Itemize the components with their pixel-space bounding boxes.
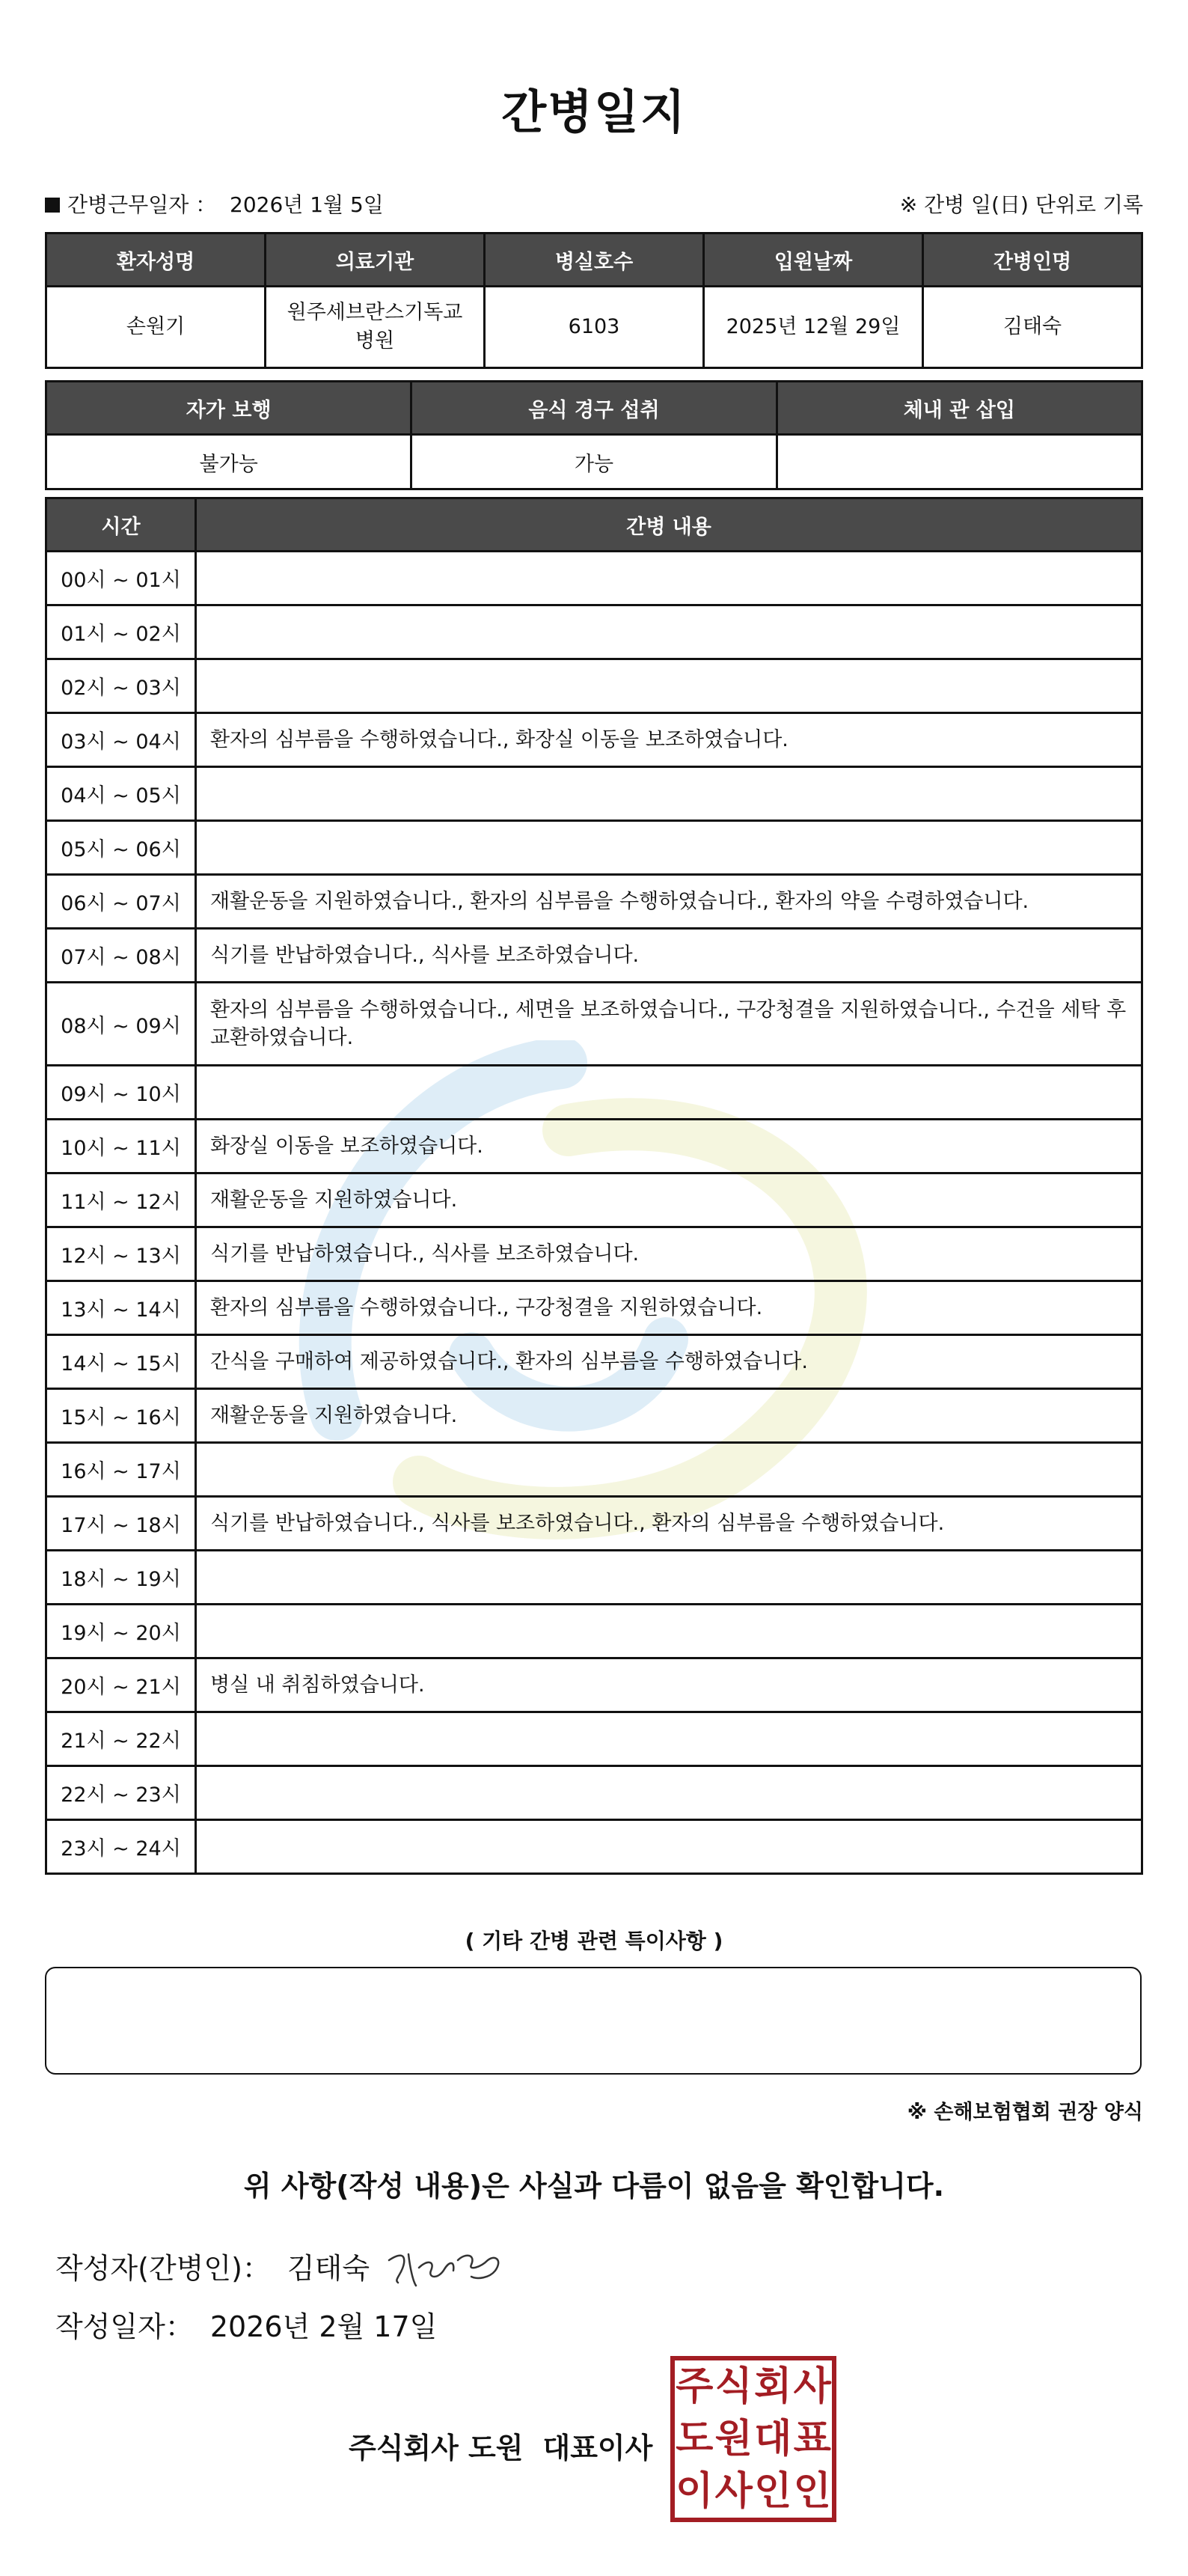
log-content: 환자의 심부름을 수행하였습니다., 화장실 이동을 보조하였습니다. <box>196 713 1142 767</box>
log-content <box>196 821 1142 875</box>
log-row <box>46 1335 1142 1389</box>
representative-title: 대표이사 <box>542 2432 653 2464</box>
seal-glyph: 식 <box>714 2364 753 2409</box>
document-title: 간병일지 <box>501 85 687 139</box>
seal-glyph: 주 <box>676 2364 714 2409</box>
log-time: 07시 ~ 08시 <box>46 929 196 983</box>
work-date-value: 2026년 1월 5일 <box>230 192 384 217</box>
log-time: 22시 ~ 23시 <box>46 1766 196 1820</box>
log-time: 10시 ~ 11시 <box>46 1120 196 1173</box>
log-time: 00시 ~ 01시 <box>46 552 196 605</box>
seal-glyph: 도 <box>676 2417 714 2461</box>
log-row <box>46 1389 1142 1443</box>
log-time: 17시 ~ 18시 <box>46 1497 196 1551</box>
log-row <box>46 821 1142 875</box>
log-row <box>46 659 1142 713</box>
log-content <box>196 1712 1142 1766</box>
header-admission-date: 입원날짜 <box>704 234 923 287</box>
patient-ability-table <box>45 380 1143 490</box>
log-content: 재활운동을 지원하였습니다. <box>196 1173 1142 1227</box>
log-content: 병실 내 취침하였습니다. <box>196 1658 1142 1712</box>
room-number: 6103 <box>485 287 704 368</box>
log-row <box>46 983 1142 1066</box>
log-content <box>196 659 1142 713</box>
log-row <box>46 1443 1142 1497</box>
log-time: 09시 ~ 10시 <box>46 1066 196 1120</box>
log-row <box>46 1227 1142 1281</box>
caregiver-name: 김태숙 <box>923 287 1142 368</box>
log-row <box>46 1173 1142 1227</box>
header-tube-insertion: 체내 관 삽입 <box>777 382 1142 435</box>
seal-glyph: 사 <box>714 2469 753 2514</box>
self-walking-value: 불가능 <box>46 435 411 489</box>
special-notes-box <box>45 1967 1142 2075</box>
log-time: 14시 ~ 15시 <box>46 1335 196 1389</box>
header-caregiver-name: 간병인명 <box>923 234 1142 287</box>
written-date-label: 작성일자： <box>55 2310 194 2343</box>
log-content <box>196 552 1142 605</box>
log-row <box>46 713 1142 767</box>
hospital-name: 원주세브란스기독교병원 <box>266 287 485 368</box>
log-time: 02시 ~ 03시 <box>46 659 196 713</box>
log-content <box>196 605 1142 659</box>
log-content <box>196 1605 1142 1658</box>
hourly-care-log-table <box>45 497 1143 1875</box>
log-row <box>46 1120 1142 1173</box>
log-row <box>46 605 1142 659</box>
seal-glyph: 원 <box>714 2417 753 2461</box>
log-row <box>46 767 1142 821</box>
log-time: 13시 ~ 14시 <box>46 1281 196 1335</box>
log-content: 재활운동을 지원하였습니다., 환자의 심부름을 수행하였습니다., 환자의 약을 수령하였습니다. <box>196 875 1142 929</box>
writer-line <box>55 2245 370 2286</box>
log-row <box>46 1551 1142 1605</box>
log-content <box>196 1066 1142 1120</box>
company-seal-stamp <box>670 2356 836 2522</box>
header-patient-name: 환자성명 <box>46 234 266 287</box>
work-date-label: 간병근무일자 ： <box>67 192 217 217</box>
patient-info-table <box>45 232 1143 369</box>
log-content: 화장실 이동을 보조하였습니다. <box>196 1120 1142 1173</box>
log-content: 식기를 반납하였습니다., 식사를 보조하였습니다. <box>196 929 1142 983</box>
work-date <box>45 189 384 219</box>
record-unit-note: ※ 간병 일(日) 단위로 기록 <box>899 192 1143 217</box>
header-room-number: 병실호수 <box>485 234 704 287</box>
log-row <box>46 552 1142 605</box>
log-time: 01시 ~ 02시 <box>46 605 196 659</box>
header-care-content: 간병 내용 <box>196 498 1142 552</box>
log-time: 21시 ~ 22시 <box>46 1712 196 1766</box>
square-bullet-icon <box>45 198 60 213</box>
log-row <box>46 1658 1142 1712</box>
log-row <box>46 1605 1142 1658</box>
log-content: 환자의 심부름을 수행하였습니다., 세면을 보조하였습니다., 구강청결을 지원하였습니다., 수건을 세탁 후 교환하였습니다. <box>196 983 1142 1066</box>
company-name: 주식회사 도원 <box>349 2432 524 2464</box>
log-content <box>196 767 1142 821</box>
log-content: 환자의 심부름을 수행하였습니다., 구강청결을 지원하였습니다. <box>196 1281 1142 1335</box>
seal-glyph: 이 <box>676 2469 714 2514</box>
seal-glyph: 표 <box>793 2417 831 2461</box>
tube-insertion-value <box>777 435 1142 489</box>
log-content: 간식을 구매하여 제공하였습니다., 환자의 심부름을 수행하였습니다. <box>196 1335 1142 1389</box>
log-row <box>46 1066 1142 1120</box>
log-row <box>46 1820 1142 1874</box>
header-hospital: 의료기관 <box>266 234 485 287</box>
log-content <box>196 1551 1142 1605</box>
log-time: 06시 ~ 07시 <box>46 875 196 929</box>
written-date-line <box>55 2304 437 2345</box>
header-time: 시간 <box>46 498 196 552</box>
log-time: 11시 ~ 12시 <box>46 1173 196 1227</box>
log-row <box>46 1497 1142 1551</box>
seal-glyph: 대 <box>754 2417 792 2461</box>
log-row <box>46 1712 1142 1766</box>
writer-name: 김태숙 <box>287 2252 370 2285</box>
log-content <box>196 1766 1142 1820</box>
log-time: 23시 ~ 24시 <box>46 1820 196 1874</box>
handwritten-signature <box>383 2238 510 2298</box>
log-content: 식기를 반납하였습니다., 식사를 보조하였습니다. <box>196 1227 1142 1281</box>
log-row <box>46 1281 1142 1335</box>
log-time: 05시 ~ 06시 <box>46 821 196 875</box>
company-signature-line <box>349 2425 652 2466</box>
header-oral-intake: 음식 경구 섭취 <box>411 382 777 435</box>
log-row <box>46 1766 1142 1820</box>
seal-glyph: 인 <box>793 2469 831 2514</box>
seal-glyph: 회 <box>754 2364 792 2409</box>
log-time: 16시 ~ 17시 <box>46 1443 196 1497</box>
log-time: 03시 ~ 04시 <box>46 713 196 767</box>
log-content: 재활운동을 지원하였습니다. <box>196 1389 1142 1443</box>
header-self-walking: 자가 보행 <box>46 382 411 435</box>
log-content: 식기를 반납하였습니다., 식사를 보조하였습니다., 환자의 심부름을 수행하였습니다. <box>196 1497 1142 1551</box>
log-row <box>46 875 1142 929</box>
notes-title: ( 기타 간병 관련 특이사항 ) <box>465 1929 723 1953</box>
written-date-value: 2026년 2월 17일 <box>209 2310 438 2343</box>
log-time: 12시 ~ 13시 <box>46 1227 196 1281</box>
admission-date: 2025년 12월 29일 <box>704 287 923 368</box>
log-content <box>196 1443 1142 1497</box>
log-time: 08시 ~ 09시 <box>46 983 196 1066</box>
seal-glyph: 사 <box>793 2364 831 2409</box>
log-time: 19시 ~ 20시 <box>46 1605 196 1658</box>
log-time: 18시 ~ 19시 <box>46 1551 196 1605</box>
seal-glyph: 인 <box>754 2469 792 2514</box>
log-time: 15시 ~ 16시 <box>46 1389 196 1443</box>
log-content <box>196 1820 1142 1874</box>
oral-intake-value: 가능 <box>411 435 777 489</box>
patient-name: 손원기 <box>46 287 266 368</box>
writer-label: 작성자(간병인)： <box>55 2252 271 2285</box>
confirmation-statement: 위 사항(작성 내용)은 사실과 다름이 없음을 확인합니다. <box>243 2170 945 2203</box>
log-time: 20시 ~ 21시 <box>46 1658 196 1712</box>
insurer-recommended-form-note: ※ 손해보험협회 권장 양식 <box>907 2101 1143 2124</box>
log-row <box>46 929 1142 983</box>
log-time: 04시 ~ 05시 <box>46 767 196 821</box>
